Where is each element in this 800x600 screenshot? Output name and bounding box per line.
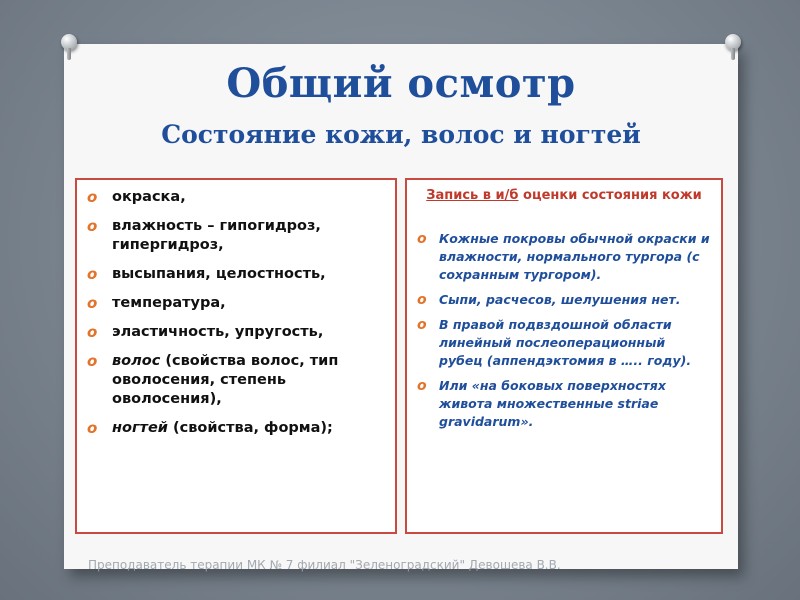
record-heading: Запись в и/б оценки состояния кожи <box>426 188 702 203</box>
list-item: o температура, <box>87 294 226 312</box>
list-item: o эластичность, упругость, <box>87 323 324 341</box>
right-record-box <box>405 178 723 534</box>
bullet-icon: o <box>87 294 98 312</box>
left-criteria-box <box>75 178 397 534</box>
list-item: o В правой подвздошной области линейный послеоперационный рубец (аппендэктомия в ….. году). <box>417 317 692 368</box>
list-item: o окраска, <box>87 188 186 206</box>
bullet-icon: o <box>417 378 427 394</box>
bullet-icon: o <box>417 292 427 308</box>
bullet-icon: o <box>87 188 98 206</box>
bullet-icon: o <box>87 217 98 235</box>
record-list <box>415 230 713 438</box>
list-item: o влажность – гипогидроз, гипергидроз, <box>87 217 321 253</box>
pushpin-icon <box>58 34 80 62</box>
list-item: o ногтей (свойства, форма); <box>87 419 333 437</box>
list-item: o волос (свойства волос, тип оволосения, степень оволосения), <box>87 352 339 407</box>
footer-credit: Преподаватель терапии МК № 7 филиал "Зеленоградский" Девошева В.В. <box>88 558 561 572</box>
list-item: o Или «на боковых поверхностях живота множественные striae gravidarum». <box>417 378 666 429</box>
slide-title: Общий осмотр <box>226 60 576 107</box>
bullet-icon: o <box>87 323 98 341</box>
list-item: o Кожные покровы обычной окраски и влажности, нормального тургора (с сохранным тургором). <box>417 231 710 282</box>
bullet-icon: o <box>87 419 98 437</box>
list-item: o Сыпи, расчесов, шелушения нет. <box>417 292 681 308</box>
criteria-list <box>85 188 389 448</box>
bullet-icon: o <box>417 231 427 247</box>
list-item: o высыпания, целостность, <box>87 265 326 283</box>
bullet-icon: o <box>87 265 98 283</box>
slide-subtitle: Состояние кожи, волос и ногтей <box>161 120 641 149</box>
bullet-icon: o <box>417 317 427 333</box>
pushpin-icon <box>722 34 744 62</box>
bullet-icon: o <box>87 352 98 370</box>
